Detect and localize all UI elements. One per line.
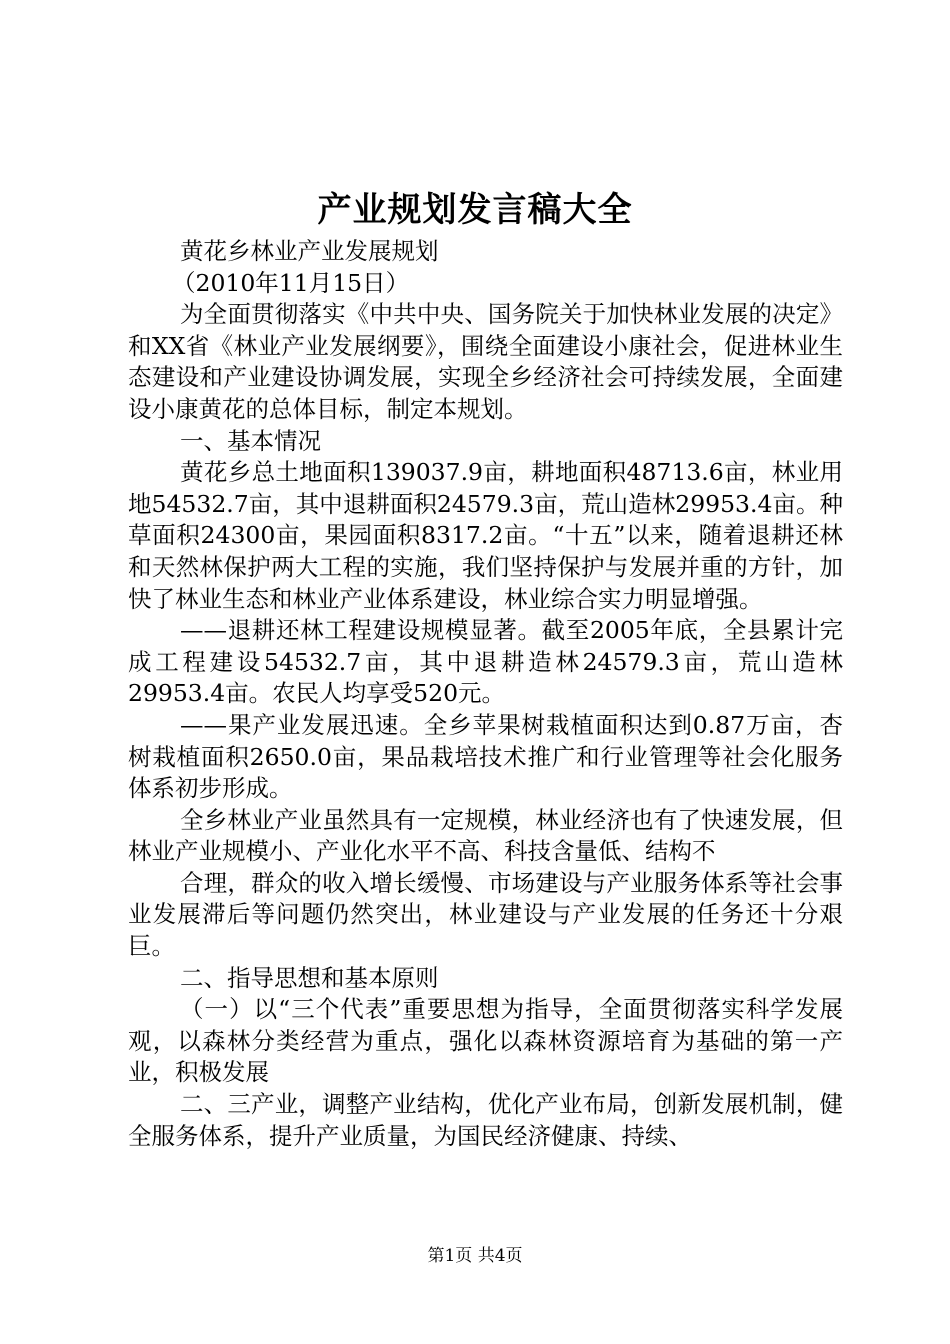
paragraph-land-area: 黄花乡总土地面积139037.9亩，耕地面积48713.6亩，林业用地54532.7亩，其中退耕面积24579.3亩，荒山造林29953.4亩。种草面积24300亩，果园面积8317.2亩。“十五”以来，随着退耕还林和天然林保护两大工程的实施，我们坚持保护与发展并重的方针，加快了林业生态和林业产业体系建设，林业综合实力明显增强。 [128,458,843,613]
section-heading-guiding-principles: 二、指导思想和基本原则 [180,963,439,992]
plan-date: （2010年11月15日） [172,268,410,297]
paragraph-guiding-thought-continued: 二、三产业，调整产业结构，优化产业布局，创新发展机制，健全服务体系，提升产业质量，为国民经济健康、持续、 [128,1090,843,1150]
document-body [128,236,843,1152]
paragraph-fruit-industry: ——果产业发展迅速。全乡苹果树栽植面积达到0.87万亩，杏树栽植面积2650.0亩，果品栽培技术推广和行业管理等社会化服务体系初步形成。 [128,710,843,803]
paragraph-problems: 全乡林业产业虽然具有一定规模，林业经济也有了快速发展，但林业产业规模小、产业化水平不高、科技含量低、结构不 [128,805,843,866]
paragraph-reforestation: ——退耕还林工程建设规模显著。截至2005年底，全县累计完成工程建设54532.7亩，其中退耕造林24579.3亩，荒山造林29953.4亩。农民人均享受520元。 [128,616,843,708]
document-title: 产业规划发言稿大全 [317,190,633,230]
paragraph-guiding-thought: （一）以“三个代表”重要思想为指导，全面贯彻落实科学发展观，以森林分类经营为重点，强化以森林资源培育为基础的第一产业，积极发展 [128,995,843,1087]
paragraph-intro: 为全面贯彻落实《中共中央、国务院关于加快林业发展的决定》和XX省《林业产业发展纲要》，围绕全面建设小康社会，促进林业生态建设和产业建设协调发展，实现全乡经济社会可持续发展，全面建设小康黄花的总体目标，制定本规划。 [128,300,843,423]
page-number-footer: 第1页 共4页 [427,1246,523,1266]
paragraph-problems-continued: 合理，群众的收入增长缓慢、市场建设与产业服务体系等社会事业发展滞后等问题仍然突出，林业建设与产业发展的任务还十分艰巨。 [128,868,843,961]
section-heading-basic-situation: 一、基本情况 [180,426,321,455]
plan-heading: 黄花乡林业产业发展规划 [180,237,439,265]
